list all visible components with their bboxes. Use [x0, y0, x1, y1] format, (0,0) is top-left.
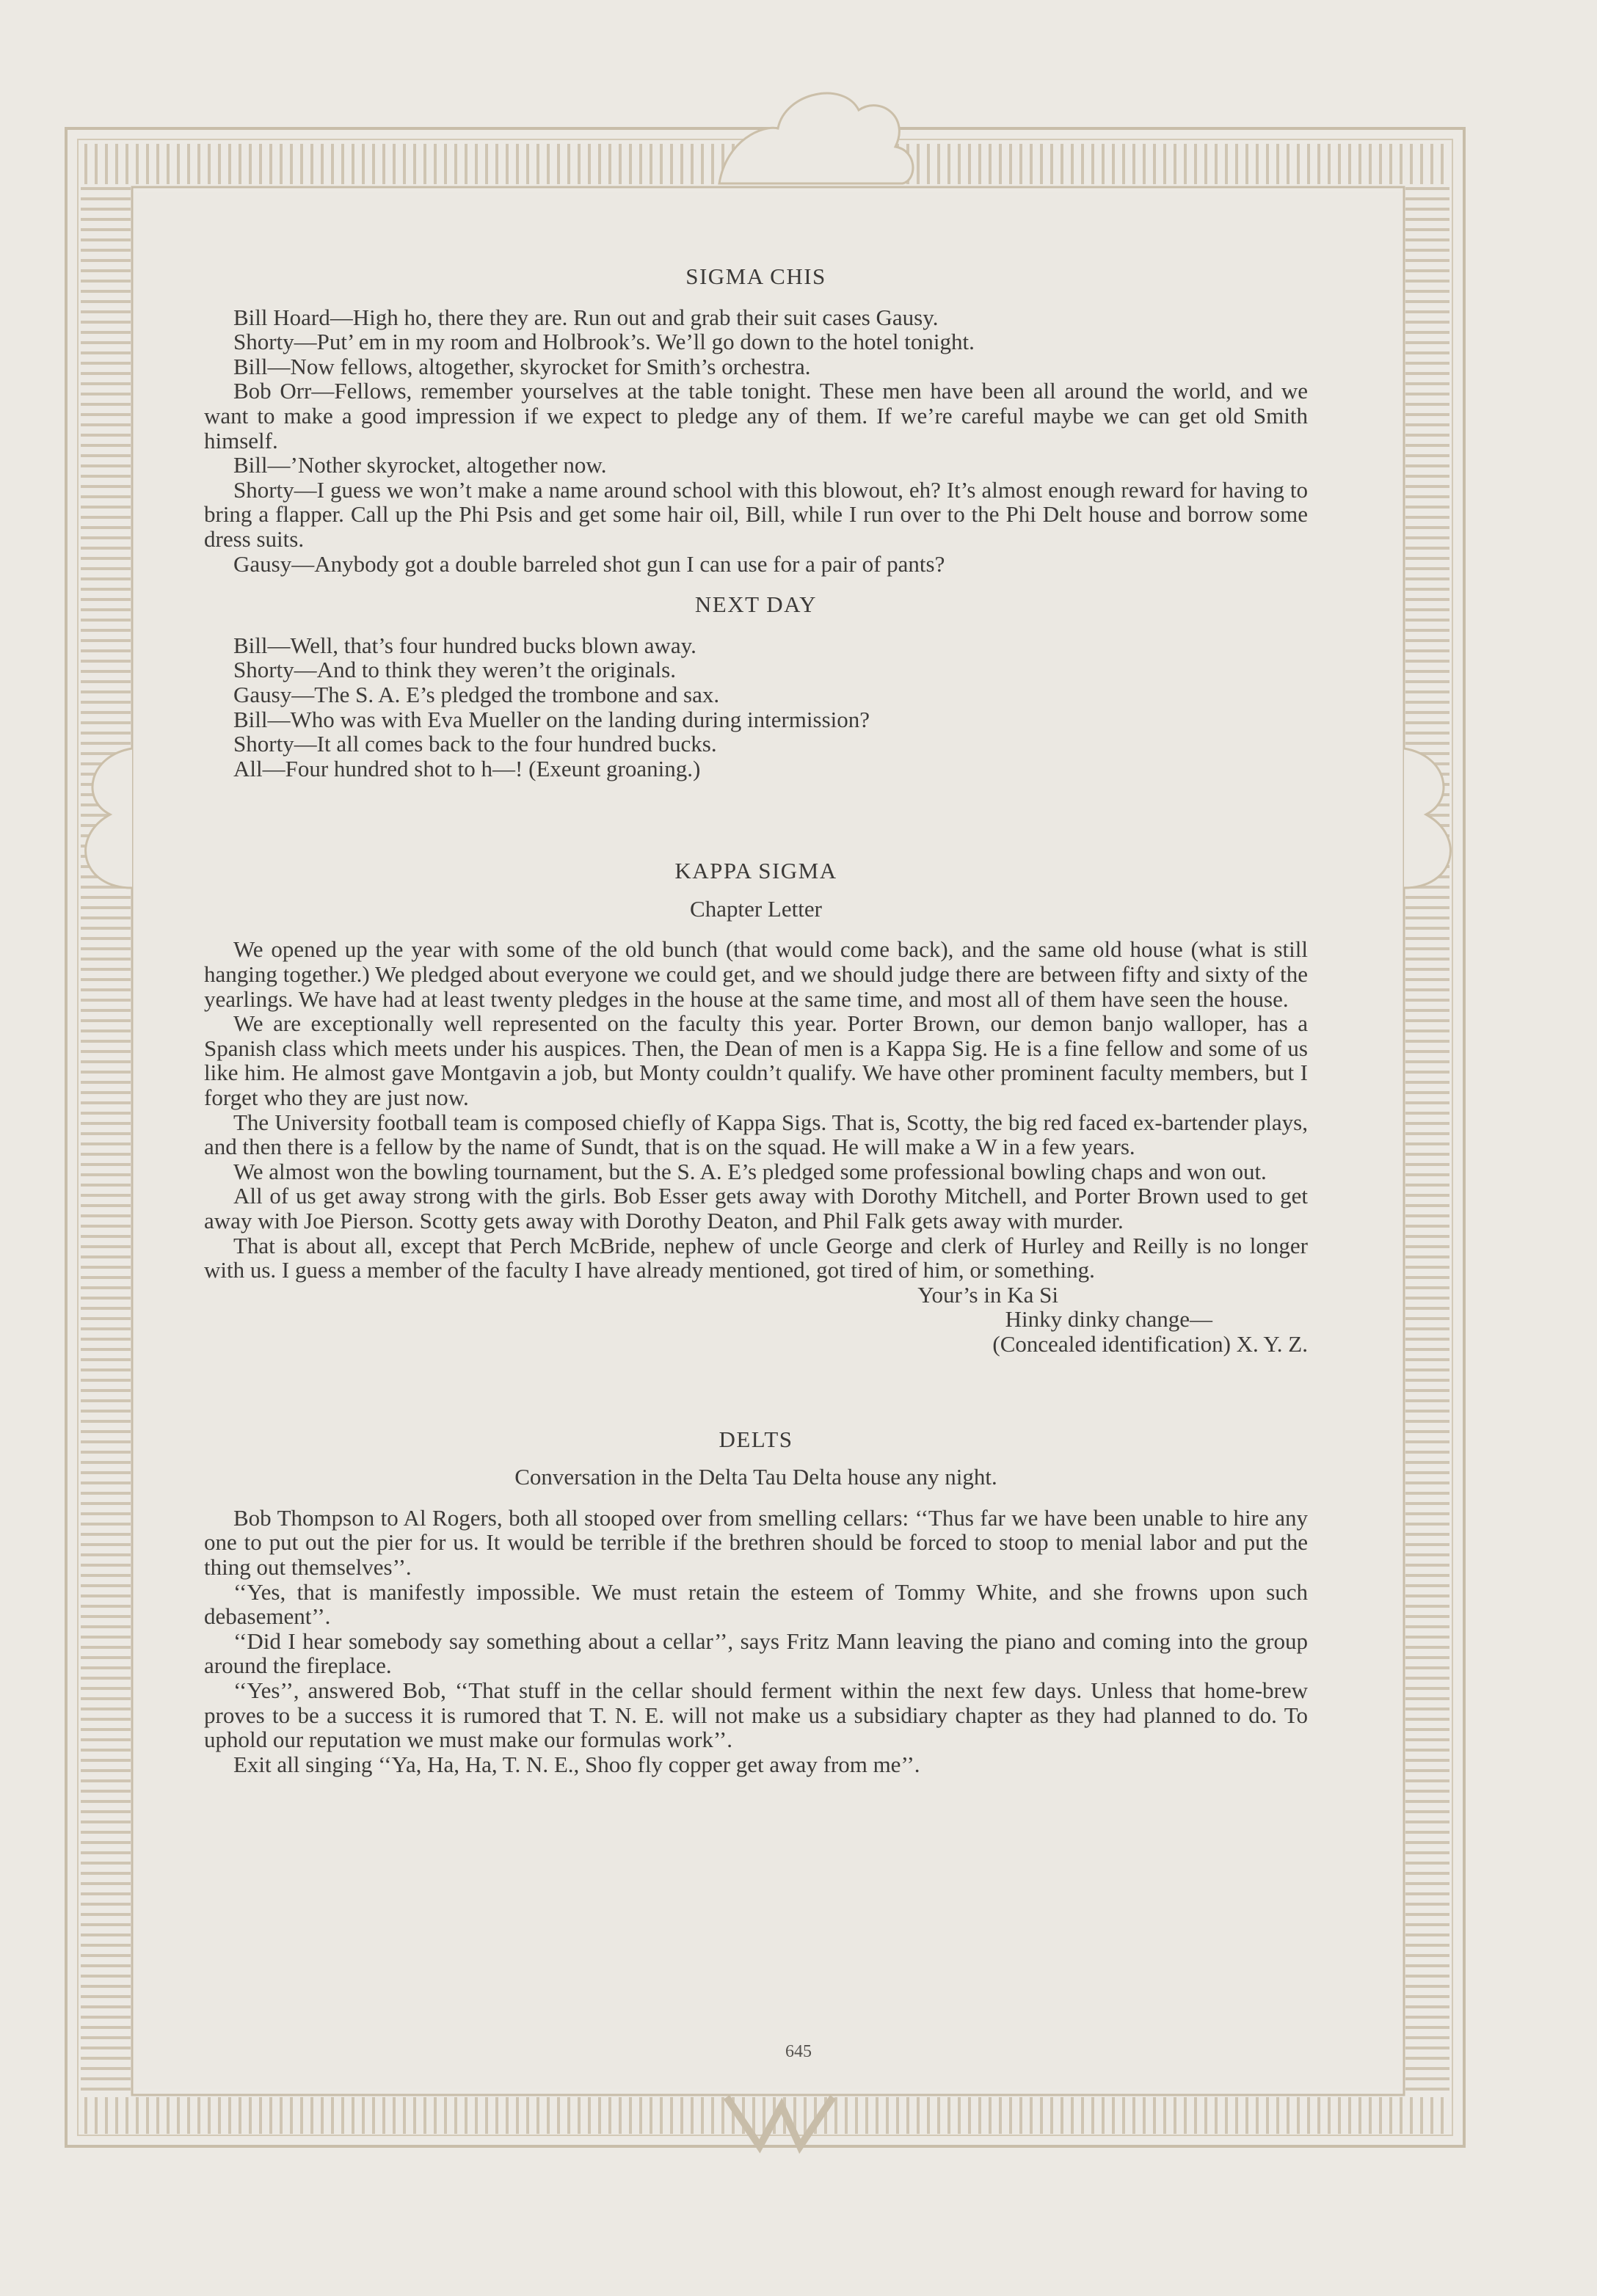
section-subheading: Chapter Letter — [690, 895, 822, 922]
paragraph: That is about all, except that Perch McBride, nephew of uncle George and clerk of Hurley and Reilly is no longer with us. I guess a member of the faculty I have already mentioned, got tired of him, or something. — [204, 1232, 1308, 1283]
paragraph: We opened up the year with some of the old bunch (that would come back), and the same old house (what is still hanging together.) We pledged about everyone we could get, and we should judge there are between fifty and sixty of the yearlings. We have had at least twenty pledges in the house at the same time, and most all of them have seen the house. — [204, 936, 1308, 1012]
section-heading: KAPPA SIGMA — [674, 858, 837, 884]
signature-line: (Concealed identification) X. Y. Z. — [992, 1330, 1308, 1357]
next-day-section — [204, 592, 1308, 781]
paragraph: The University football team is composed chiefly of Kappa Sigs. That is, Scotty, the big red faced ex-bartender plays, and then there is a fellow by the name of Sundt, that is on the squad. He will make a W in a few years. — [204, 1109, 1308, 1160]
dialogue-line: Shorty—And to think they weren’t the originals. — [233, 657, 676, 683]
section-subheading: Conversation in the Delta Tau Delta house any night. — [514, 1464, 997, 1490]
paragraph: Exit all singing ‘‘Ya, Ha, Ha, T. N. E., Shoo fly copper get away from me’’. — [233, 1751, 920, 1777]
dialogue-line: All—Four hundred shot to h—! (Exeunt groaning.) — [233, 755, 701, 781]
kappa-sigma-section — [204, 859, 1308, 1356]
signature-line: Your’s in Ka Si — [917, 1281, 1058, 1308]
section-heading: DELTS — [719, 1426, 793, 1452]
dialogue-line: Shorty—It all comes back to the four hundred bucks. — [233, 731, 717, 757]
dialogue-line: Shorty—I guess we won’t make a name around school with this blowout, eh? It’s almost enough reward for having to bring a flapper. Call up the Phi Psis and get some hair oil, Bill, while I run over to the Phi Delt house and borrow some dress suits. — [204, 476, 1308, 552]
paragraph: Bob Thompson to Al Rogers, both all stooped over from smelling cellars: ‘‘Thus far we have been unable to hire any one to put out the pier for us. It would be terrible if the brethren should be forced to stoop to menial labor and put the thing out themselves’’. — [204, 1504, 1308, 1580]
dialogue-line: Shorty—Put’ em in my room and Holbrook’s. We’ll go down to the hotel tonight. — [233, 329, 975, 355]
paragraph: ‘‘Yes, that is manifestly impossible. We must retain the esteem of Tommy White, and she frowns upon such debasement’’. — [204, 1578, 1308, 1630]
paragraph: ‘‘Did I hear somebody say something about a cellar’’, says Fritz Mann leaving the piano and coming into the group around the fireplace. — [204, 1628, 1308, 1679]
dialogue-line: Bill—Now fellows, altogether, skyrocket for Smith’s orchestra. — [233, 353, 811, 379]
page-number: 645 — [785, 2042, 812, 2061]
dialogue-line: Bill—’Nother skyrocket, altogether now. — [233, 452, 607, 478]
signature-line: Hinky dinky change— — [1005, 1306, 1212, 1333]
page-content — [204, 264, 1308, 1776]
paragraph: We are exceptionally well represented on the faculty this year. Porter Brown, our demon banjo walloper, has a Spanish class which meets under his auspices. Then, the Dean of men is a Kappa Sig. He is a fine fellow and some of us like him. He almost gave Montgavin a job, but Monty couldn’t qualify. We have other prominent faculty members, but I forget who they are just now. — [204, 1010, 1308, 1111]
sigma-chis-section — [204, 264, 1308, 576]
paragraph: All of us get away strong with the girls. Bob Esser gets away with Dorothy Mitchell, and Porter Brown used to get away with Joe Pierson. Scotty gets away with Dorothy Deaton, and Phil Falk gets away with murder. — [204, 1183, 1308, 1233]
section-heading: NEXT DAY — [694, 591, 818, 618]
dialogue-line: Bill Hoard—High ho, there they are. Run out and grab their suit cases Gausy. — [233, 304, 939, 330]
dialogue-line: Bill—Well, that’s four hundred bucks blown away. — [233, 632, 696, 658]
letter-signature — [204, 1283, 1308, 1357]
section-heading: SIGMA CHIS — [685, 263, 826, 289]
dialogue-line: Gausy—The S. A. E’s pledged the trombone and sax. — [233, 681, 720, 707]
dialogue-line: Bob Orr—Fellows, remember yourselves at the table tonight. These men have been all around the world, and we want to make a good impression if we expect to pledge any of them. If we’re careful maybe we can get old Smith himself. — [204, 378, 1308, 453]
paragraph: We almost won the bowling tournament, but the S. A. E’s pledged some professional bowling chaps and won out. — [233, 1158, 1267, 1184]
dialogue-line: Bill—Who was with Eva Mueller on the landing during intermission? — [233, 706, 870, 732]
dialogue-line: Gausy—Anybody got a double barreled shot gun I can use for a pair of pants? — [233, 550, 945, 577]
paragraph: ‘‘Yes’’, answered Bob, ‘‘That stuff in the cellar should ferment within the next few days. Unless that home-brew proves to be a success it is rumored that T. N. E. will not make us a subsidiary chapter as they had planned to do. To uphold our reputation we must make our formulas work’’. — [204, 1677, 1308, 1753]
delts-section — [204, 1427, 1308, 1777]
